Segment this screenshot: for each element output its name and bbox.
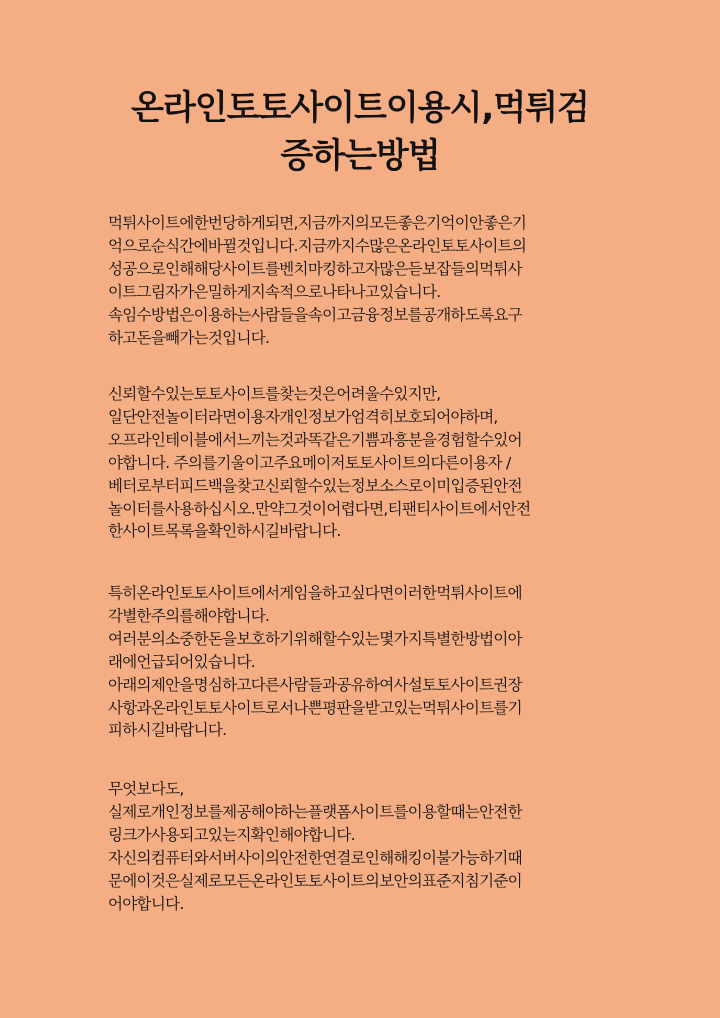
text-line: 어야합니다.: [108, 894, 184, 913]
text-line: 래에언급되어있습니다.: [108, 652, 255, 671]
text-line: 억으로순식간에바뀔것입니다.지금까지수많은온라인토토사이트의: [108, 236, 527, 255]
paragraph-1: [108, 212, 628, 349]
text-line: 피하시길바랍니다.: [108, 721, 227, 740]
text-line: 여러분의소중한돈을보호하기위해할수있는몇가지특별한방법이아: [108, 629, 522, 648]
title-line: 온라인토토사이트이용시,먹튀검: [131, 88, 589, 128]
text-line: 오프라인테이블에서느끼는것과똑같은기쁨과흥분을경험할수있어: [108, 430, 522, 449]
text-line: 아래의제안을명심하고다른사람들과공유하여사설토토사이트권장: [108, 675, 522, 694]
document-title: [60, 84, 660, 180]
text-line: 자신의컴퓨터와서버사이의안전한연결로인해해킹이불가능하기때: [108, 848, 522, 867]
text-line: 각별한주의를해야합니다.: [108, 606, 270, 625]
paragraph-3: [108, 582, 628, 742]
text-line: 먹튀사이트에한번당하게되면,지금까지의모든좋은기억이안좋은기: [108, 214, 527, 232]
title-line: 증하는방법: [280, 136, 440, 176]
text-line: 신뢰할수있는토토사이트를찾는것은어려울수있지만,: [108, 385, 441, 403]
text-line: 사항과온라인토토사이트로서나쁜평판을받고있는먹튀사이트를기: [108, 698, 522, 717]
text-line: 일단안전놀이터라면이용자개인정보가엄격히보호되어야하며,: [108, 407, 498, 426]
text-line: 실제로개인정보를제공해야하는플랫폼사이트를이용할때는안전한: [108, 802, 522, 821]
paragraph-2: [108, 383, 628, 543]
text-line: 링크가사용되고있는지확인해야합니다.: [108, 825, 355, 844]
text-line: 한사이트목록을확인하시길바랍니다.: [108, 522, 341, 541]
text-line: 무엇보다도,: [108, 780, 184, 798]
text-line: 놀이터를사용하십시오.만약그것이어렵다면,티팬티사이트에서안전: [108, 499, 531, 518]
text-line: 문에이것은실제로모든온라인토토사이트의보안의표준지침기준이: [108, 871, 522, 890]
text-line: 베터로부터피드백을찾고신뢰할수있는정보소스로이미입증된안전: [108, 476, 522, 495]
paragraph-4: [108, 778, 628, 915]
text-line: 하고돈을빼가는것입니다.: [108, 328, 270, 347]
text-line: 특히온라인토토사이트에서게임을하고싶다면이러한먹튀사이트에: [108, 584, 522, 602]
text-line: 이트그림자가은밀하게지속적으로나타나고있습니다.: [108, 282, 441, 301]
text-line: 속임수방법은이용하는사람들을속이고금융정보를공개하도록요구: [108, 305, 522, 324]
text-line: 성공으로인해해당사이트를벤치마킹하고자많은듣보잡들의먹튀사: [108, 259, 522, 278]
text-line: 야합니다. 주의를기울이고주요메이저토토사이트의다른이용자 /: [108, 453, 511, 472]
